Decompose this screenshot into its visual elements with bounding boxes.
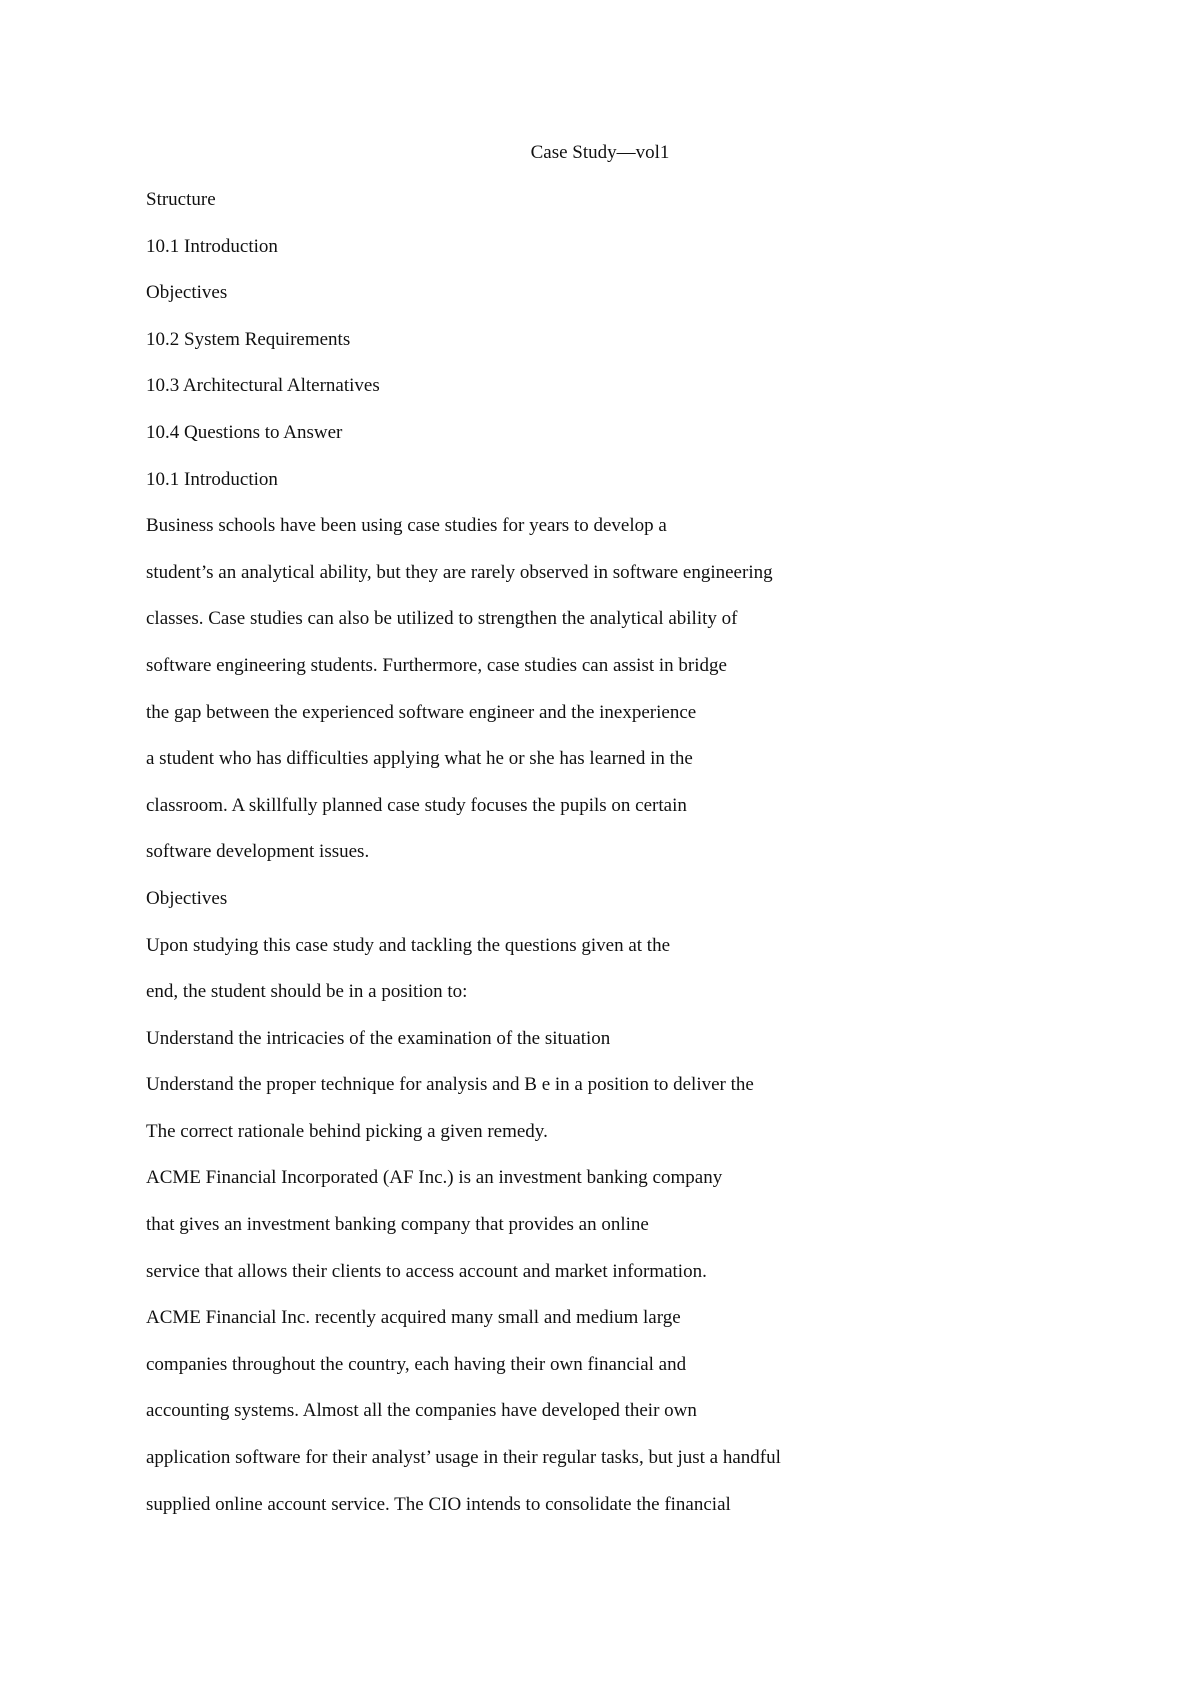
body-line: Structure xyxy=(146,189,216,210)
body-line: 10.2 System Requirements xyxy=(146,328,351,350)
body-line: 10.4 Questions to Answer xyxy=(146,421,343,443)
body-line: ACME Financial Inc. recently acquired many small and medium large xyxy=(146,1307,681,1329)
body-line: service that allows their clients to access account and market information. xyxy=(146,1260,707,1282)
body-line: student’s an analytical ability, but they are rarely observed in software engineering xyxy=(146,561,773,583)
document-title: Case Study—vol1 xyxy=(530,142,670,163)
body-line: supplied online account service. The CIO intends to consolidate the financial xyxy=(146,1493,731,1515)
body-line: 10.1 Introduction xyxy=(146,235,278,257)
body-line: The correct rationale behind picking a given remedy. xyxy=(146,1120,548,1142)
body-line: the gap between the experienced software engineer and the inexperience xyxy=(146,701,697,723)
document-body xyxy=(146,190,781,1541)
body-line: that gives an investment banking company that provides an online xyxy=(146,1214,649,1236)
body-line: end, the student should be in a position to: xyxy=(146,981,468,1003)
body-line: classes. Case studies can also be utilized to strengthen the analytical ability of xyxy=(146,608,738,630)
body-line: application software for their analyst’ usage in their regular tasks, but just a handful xyxy=(146,1447,781,1469)
body-line: companies throughout the country, each having their own financial and xyxy=(146,1353,687,1375)
body-line: software engineering students. Furthermore, case studies can assist in bridge xyxy=(146,654,727,676)
body-line: Objectives xyxy=(146,887,228,909)
body-line: 10.1 Introduction xyxy=(146,468,278,490)
body-line: a student who has difficulties applying what he or she has learned in the xyxy=(146,748,693,770)
body-line: Objectives xyxy=(146,282,228,304)
body-line: software development issues. xyxy=(146,841,370,863)
body-line: accounting systems. Almost all the companies have developed their own xyxy=(146,1400,697,1422)
body-line: Business schools have been using case studies for years to develop a xyxy=(146,515,667,537)
body-line: 10.3 Architectural Alternatives xyxy=(146,375,380,397)
body-line: Understand the intricacies of the examination of the situation xyxy=(146,1027,611,1049)
body-line: Understand the proper technique for analysis and B e in a position to deliver the xyxy=(146,1074,754,1096)
body-line: classroom. A skillfully planned case study focuses the pupils on certain xyxy=(146,794,687,816)
body-line: Upon studying this case study and tackling the questions given at the xyxy=(146,934,671,956)
body-line: ACME Financial Incorporated (AF Inc.) is an investment banking company xyxy=(146,1167,723,1189)
